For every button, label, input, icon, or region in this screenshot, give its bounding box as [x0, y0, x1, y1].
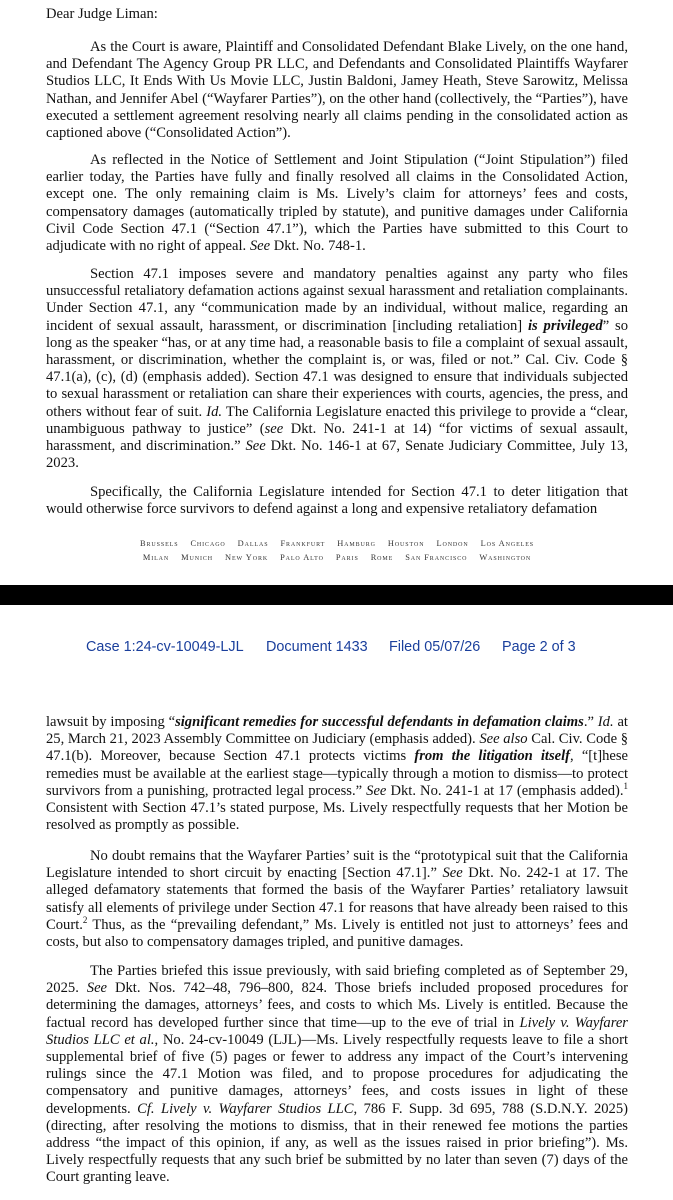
document-number: Document 1433 [266, 639, 368, 655]
filed-date: Filed 05/07/26 [389, 639, 481, 655]
footnote-ref-2: 2 [82, 914, 88, 925]
case-number: Case 1:24-cv-10049-LJL [86, 639, 244, 655]
paragraph-legislature-intent: Specifically, the California Legislature intended for Section 47.1 to deter litigation that would otherwise force survivors to defend against a long and expensive retaliatory defamation [46, 484, 628, 518]
paragraph-joint-stipulation: As reflected in the Notice of Settlement and Joint Stipulation (“Joint Stipulation”) filed earlier today, the Parties have fully and finally resolved all claims in the Consolidated Action, except one. The only remaining claim is Ms. Lively’s claim for attorneys’ fees and costs, compensatory damages (automatically tripled by statute), and punitive damages under California Civil Code Section 47.1 (“Section 47.1”), which the Parties have submitted to this Court to adjudicate with no right of appeal. See Dkt. No. 748-1. [46, 152, 628, 255]
paragraph-prototypical-suit: No doubt remains that the Wayfarer Parties’ suit is the “prototypical suit that the California Legislature intended to short circuit by enacting [Section 47.1].” See Dkt. No. 242-1 at 17. The alleged defamatory statements that formed the basis of the Wayfarer Parties’ retaliatory lawsuit satisfy all elements of privilege under Section 47.1 for reasons that have already been raised to this Court.$^2$ Thus, as the “prevailing defendant,” Ms. Lively is entitled not just to attorneys’ fees and costs, but also to compensatory damages tripled, and punitive damages. [46, 848, 628, 951]
paragraph-section-47-1: Section 47.1 imposes severe and mandatory penalties against any party who files unsuccessful retaliatory defamation actions against sexual harassment and retaliation complainants. Under Section 47.1, any “communication made by an individual, without malice, regarding an incident of sexual assault, harassment, or discrimination [including retaliation] is privileged” so long as the speaker “has, or at any time had, a reasonable basis to file a complaint of sexual assault, harassment, or discrimination, whether the complaint is, or was, filed or not.” Cal. Civ. Code § 47.1(a), (c), (d) (emphasis added). Section 47.1 was designed to ensure that individuals subjected to sexual harassment or retaliation can share their experiences with courts, agencies, the press, and others without fear of suit. Id. The California Legislature enacted this privilege to provide a “clear, unambiguous pathway to justice” (see Dkt. No. 241-1 at 14) “for victims of sexual assault, harassment, and discrimination.” See Dkt. No. 146-1 at 67, Senate Judiciary Committee, July 13, 2023. [46, 266, 628, 472]
office-locations-row-1: Brussels Chicago Dallas Frankfurt Hamburg Houston London Los Angeles [139, 539, 535, 548]
paragraph-briefing-request: The Parties briefed this issue previously, with said briefing completed as of September 29, 2025. See Dkt. Nos. 742–48, 796–800, 824. Those briefs included proposed procedures for determining the damages, attorneys’ fees, and costs to which Ms. Lively is entitled. Because the factual record has developed further since that time—up to the eve of trial in Lively v. Wayfarer Studios LLC et al., No. 24-cv-10049 (LJL)—Ms. Lively respectfully requests leave to file a short supplemental brief of five (5) pages or fewer to address any impact of the Court’s intervening rulings since the 47.1 Motion was filed, and to propose procedures for adjudicating the compensatory and punitive damages, attorneys’ fees, and costs issues in light of these developments. Cf. Lively v. Wayfarer Studios LLC, 786 F. Supp. 3d 695, 788 (S.D.N.Y. 2025) (directing, after resolving the motions to dismiss, that in their renewed fee motions the parties address “the impact of this opinion, if any, as well as the issues raised in prior briefing”). Ms. Lively respectfully requests that any such brief be submitted by no later than seven (7) days of the Court granting leave. [46, 963, 629, 1186]
page-number: Page 2 of 3 [502, 639, 576, 655]
ecf-filing-header [0, 637, 673, 659]
paragraph-settlement: As the Court is aware, Plaintiff and Consolidated Defendant Blake Lively, on the one hand, and Defendant The Agency Group PR LLC, and Defendants and Consolidated Plaintiffs Wayfarer Studios LLC, It Ends With Us Movie LLC, Justin Baldoni, Jamey Heath, Steve Sarowitz, Melissa Nathan, and Jennifer Abel (“Wayfarer Parties”), on the other hand (collectively, the “Parties”), have executed a settlement agreement resolving nearly all claims pending in the consolidated action as captioned above (“Consolidated Action”). [46, 39, 628, 142]
document-page-1 [0, 0, 673, 585]
office-locations-row-2: Milan Munich New York Palo Alto Paris Rome San Francisco Washington [142, 553, 532, 562]
salutation: Dear Judge Liman: [46, 6, 158, 22]
footnote-ref-1: 1 [623, 780, 628, 791]
paragraph-remedies: lawsuit by imposing “significant remedies for successful defendants in defamation claims.” Id. at 25, March 21, 2023 Assembly Committee on Judiciary (emphasis added). See also Cal. Civ. Code § 47.1(b). Moreover, because Section 47.1 protects victims from the litigation itself, “[t]hese remedies must be available at the earliest stage—typically through a motion to dismiss—to protect survivors from a punishing, protracted legal process.” See Dkt. No. 241-1 at 17 (emphasis added).$^1$ Consistent with Section 47.1’s stated purpose, Ms. Lively respectfully requests that her Motion be resolved as promptly as possible. [46, 714, 628, 834]
